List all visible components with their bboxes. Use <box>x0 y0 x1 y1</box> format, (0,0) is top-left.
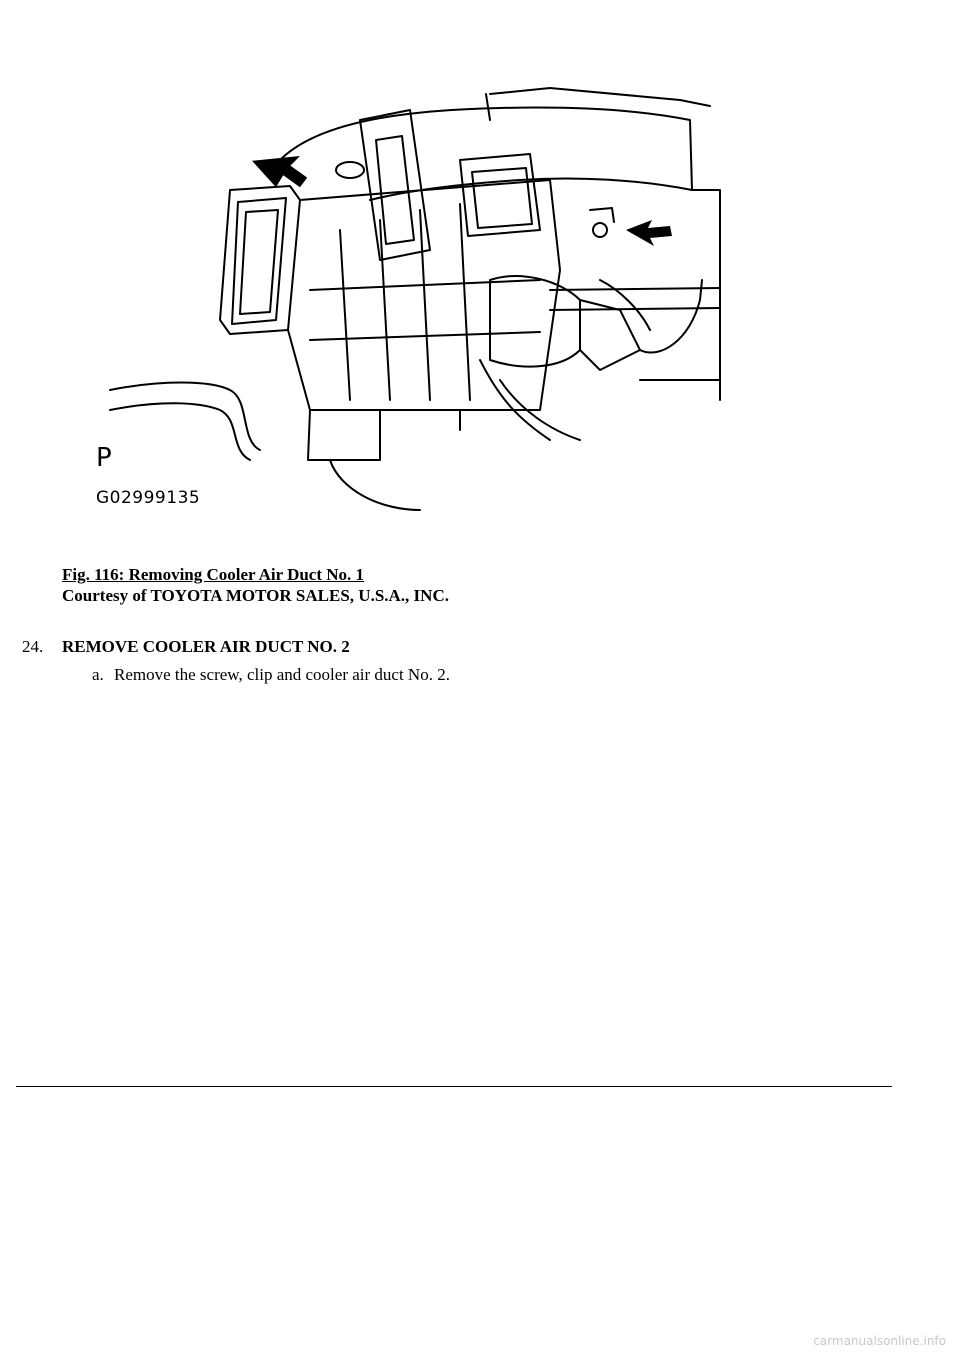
figure-illustration <box>80 80 740 520</box>
watermark: carmanualsonline.info <box>813 1334 946 1348</box>
figure-caption <box>62 564 449 606</box>
arrow-icon <box>626 220 672 246</box>
figure-courtesy: Courtesy of TOYOTA MOTOR SALES, U.S.A., INC. <box>62 586 449 605</box>
page-divider <box>16 1086 892 1087</box>
figure-letter: P <box>96 443 112 473</box>
substep-a <box>92 664 450 685</box>
substep-letter: a. <box>92 665 104 684</box>
step-heading: REMOVE COOLER AIR DUCT NO. 2 <box>62 637 350 656</box>
substep-text: Remove the screw, clip and cooler air duct No. 2. <box>114 665 450 684</box>
step-24 <box>22 636 350 657</box>
step-number: 24. <box>22 637 44 656</box>
figure-code: G02999135 <box>96 488 201 508</box>
figure-title: Fig. 116: Removing Cooler Air Duct No. 1 <box>62 565 365 584</box>
air-duct-drawing <box>80 80 740 520</box>
arrow-icon <box>252 156 307 187</box>
